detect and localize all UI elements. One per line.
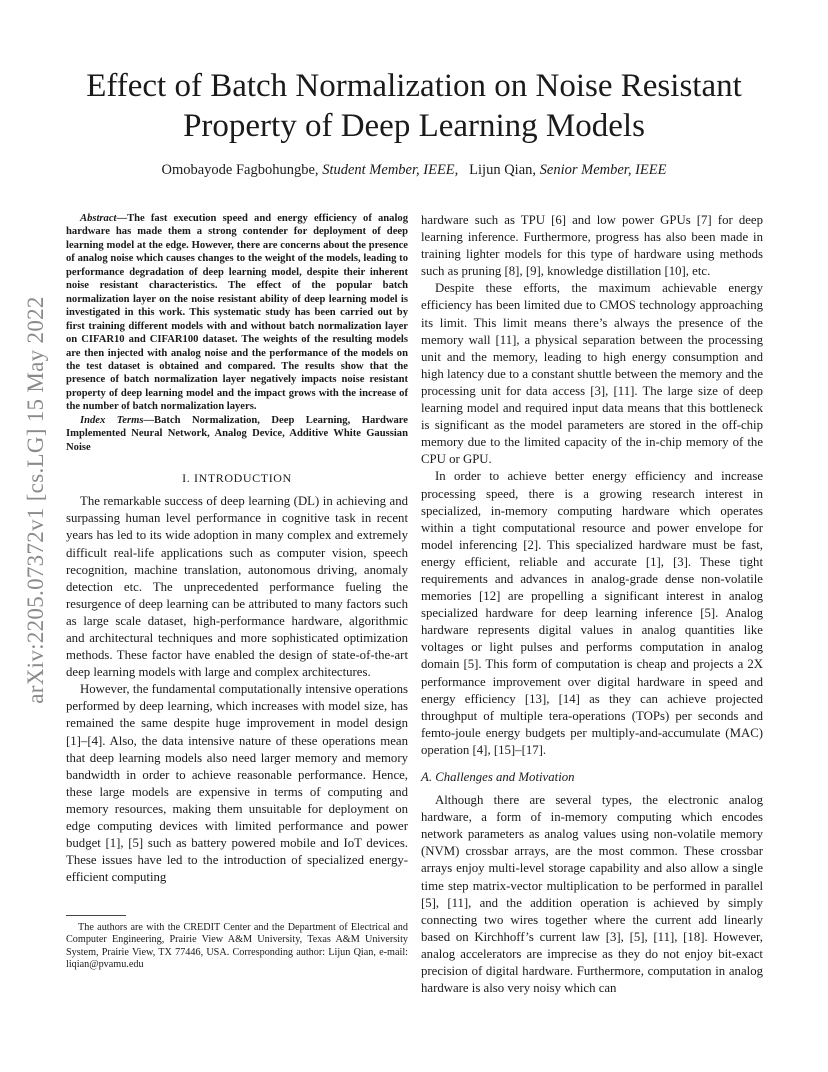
- title-line-2: Property of Deep Learning Models: [183, 108, 645, 144]
- abstract: [66, 212, 408, 414]
- arxiv-identifier: arXiv:2205.07372v1 [cs.LG] 15 May 2022: [23, 296, 48, 704]
- author-2-role: Senior Member, IEEE: [539, 162, 667, 178]
- intro-paragraph-1: The remarkable success of deep learning (DL) in achieving and surpassing human level performance in cognitive task in recent years has led to its wide adoption in many complex and extremely difficult real-life applications such as computer vision, speech recognition, machine translation, autonomous driving, anomaly detection etc. The unprecedented performance fueling the resurgence of deep learning can be attributed to many factors such as large scale dataset, high-performance hardware, algorithmic and architectural techniques and more sophisticated optimization methods. These factor have enabled the design of state-of-the-art deep learning models with large and complex architectures.: [66, 494, 408, 680]
- author-1-name: Omobayode Fagbohungbe,: [161, 162, 319, 178]
- index-terms-label: Index Terms: [80, 414, 144, 426]
- right-column: [421, 212, 763, 997]
- author-1-role: Student Member, IEEE,: [322, 162, 459, 178]
- intro-paragraph-2-continued: hardware such as TPU [6] and low power GPUs [7] for deep learning inference. Furthermore, progress has also been made in training lighter models for this type of hardware using methods such as pruning [8], [9], knowledge distillation [10], etc.: [421, 213, 763, 279]
- title-line-1: Effect of Batch Normalization on Noise Resistant: [86, 68, 742, 104]
- challenges-paragraph-1: Although there are several types, the electronic analog hardware, a form of in-memory computing which encodes network parameters as analog values using non-volatile memory (NVM) crossbar arrays, are the most common. These crossbar arrays enjoy multi-level storage capability and also allow a single time step matrix-vector multiplication to be performed in parallel [5], [11], and the addition operation is achieved by simply connecting two wires together where the current add linearly based on Kirchhoff’s current law [3], [5], [11], [18]. However, analog accelerators are imprecise as they do not enjoy bit-exact precision of digital hardware. Furthermore, computation in analog hardware is also very noisy which can: [421, 793, 763, 996]
- left-column: [66, 212, 408, 886]
- arxiv-sidebar: [16, 280, 56, 720]
- subsection-heading-challenges: A. Challenges and Motivation: [421, 770, 575, 784]
- intro-paragraph-2: However, the fundamental computationally intensive operations performed by deep learning, which increases with model size, has remained the same despite huge improvement in model design [1]–[4]. Also, the data intensive nature of these operations mean that deep learning models also need larger memory and memory bandwidth in order to achieve reasonable performance. Hence, these large models are expensive in terms of computing and memory resources, making them unsuitable for deployment on edge computing devices with limited performance and power budget [1], [5] such as battery powered mobile and IoT devices. These issues have led to the introduction of specialized energy-efficient computing: [66, 682, 408, 885]
- paper-title: [60, 66, 768, 146]
- index-terms: [66, 414, 408, 454]
- abstract-text: —The fast execution speed and energy efficiency of analog hardware has made them a strong contender for deployment of deep learning model at the edge. However, there are concerns about the presence of analog noise which causes changes to the weight of the models, leading to performance degradation of deep learning model, despite their inherent noise resistant characteristics. The effect of the popular batch normalization layer on the noise resistant ability of deep learning model is investigated in this work. This systematic study has been carried out by first training different models with and without batch normalization layer on CIFAR10 and CIFAR100 dataset. The weights of the resulting models are then injected with analog noise and the performance of the models on the test dataset is obtained and compared. The results show that the presence of batch normalization layer negatively impacts noise resistant property of deep learning model and the impact grows with the increase of the number of batch normalization layers.: [66, 213, 408, 413]
- intro-paragraph-4: In order to achieve better energy efficiency and increase processing speed, there is a growing research interest in specialized, in-memory computing hardware which operates within a tight computational resource and power envelope for model inferencing [2]. This specialized hardware must be fast, energy efficient, reliable and accurate [1], [3]. These tight requirements and advances in analog-grade dense non-volatile memories [12] are propelling a significant interest in analog specialized hardware for deep learning inference [5]. Analog hardware represents digital values in analog quantities like voltages or light pulses and performs computation in analog domain [5]. This form of computation is cheap and projects a 2X performance improvement over digital hardware in speed and energy efficiency [13], [14] as they can achieve projected throughput of multiple tera-operations (TOPs) per seconds and femto-joule energy budgets per multiply-and-accumulate (MAC) operation [4], [15]–[17].: [421, 469, 763, 757]
- abstract-label: Abstract: [80, 213, 117, 224]
- index-terms-text: —Batch Normalization, Deep Learning, Hardware Implemented Neural Network, Analog Device, Additive White Gaussian Noise: [66, 414, 408, 453]
- author-line: [60, 162, 768, 179]
- section-heading-introduction: I. INTRODUCTION: [182, 471, 292, 486]
- footnote-divider: [66, 915, 126, 916]
- intro-paragraph-3: Despite these efforts, the maximum achievable energy efficiency has been limited due to CMOS technology approaching its limit. This limit means there’s always the presence of the memory wall [11], a physical separation between the processing unit and the memory, leading to high energy consumption and high latency due to a constant shuttle between the memory and the processing unit for data access [3], [11]. The large size of deep learning model and required input data means that this bottleneck is significant as the model parameters are stored in the off-chip memory due to the limited capacity of the in-chip memory of the CPU or GPU.: [421, 281, 763, 467]
- author-2-name: Lijun Qian,: [469, 162, 537, 178]
- author-affiliation-footnote: The authors are with the CREDIT Center and the Department of Electrical and Computer Engineering, Prairie View A&M University, Texas A&M University System, Prairie View, TX 77446, USA. Corresponding author: Lijun Qian, e-mail: liqian@pvamu.edu: [66, 922, 408, 970]
